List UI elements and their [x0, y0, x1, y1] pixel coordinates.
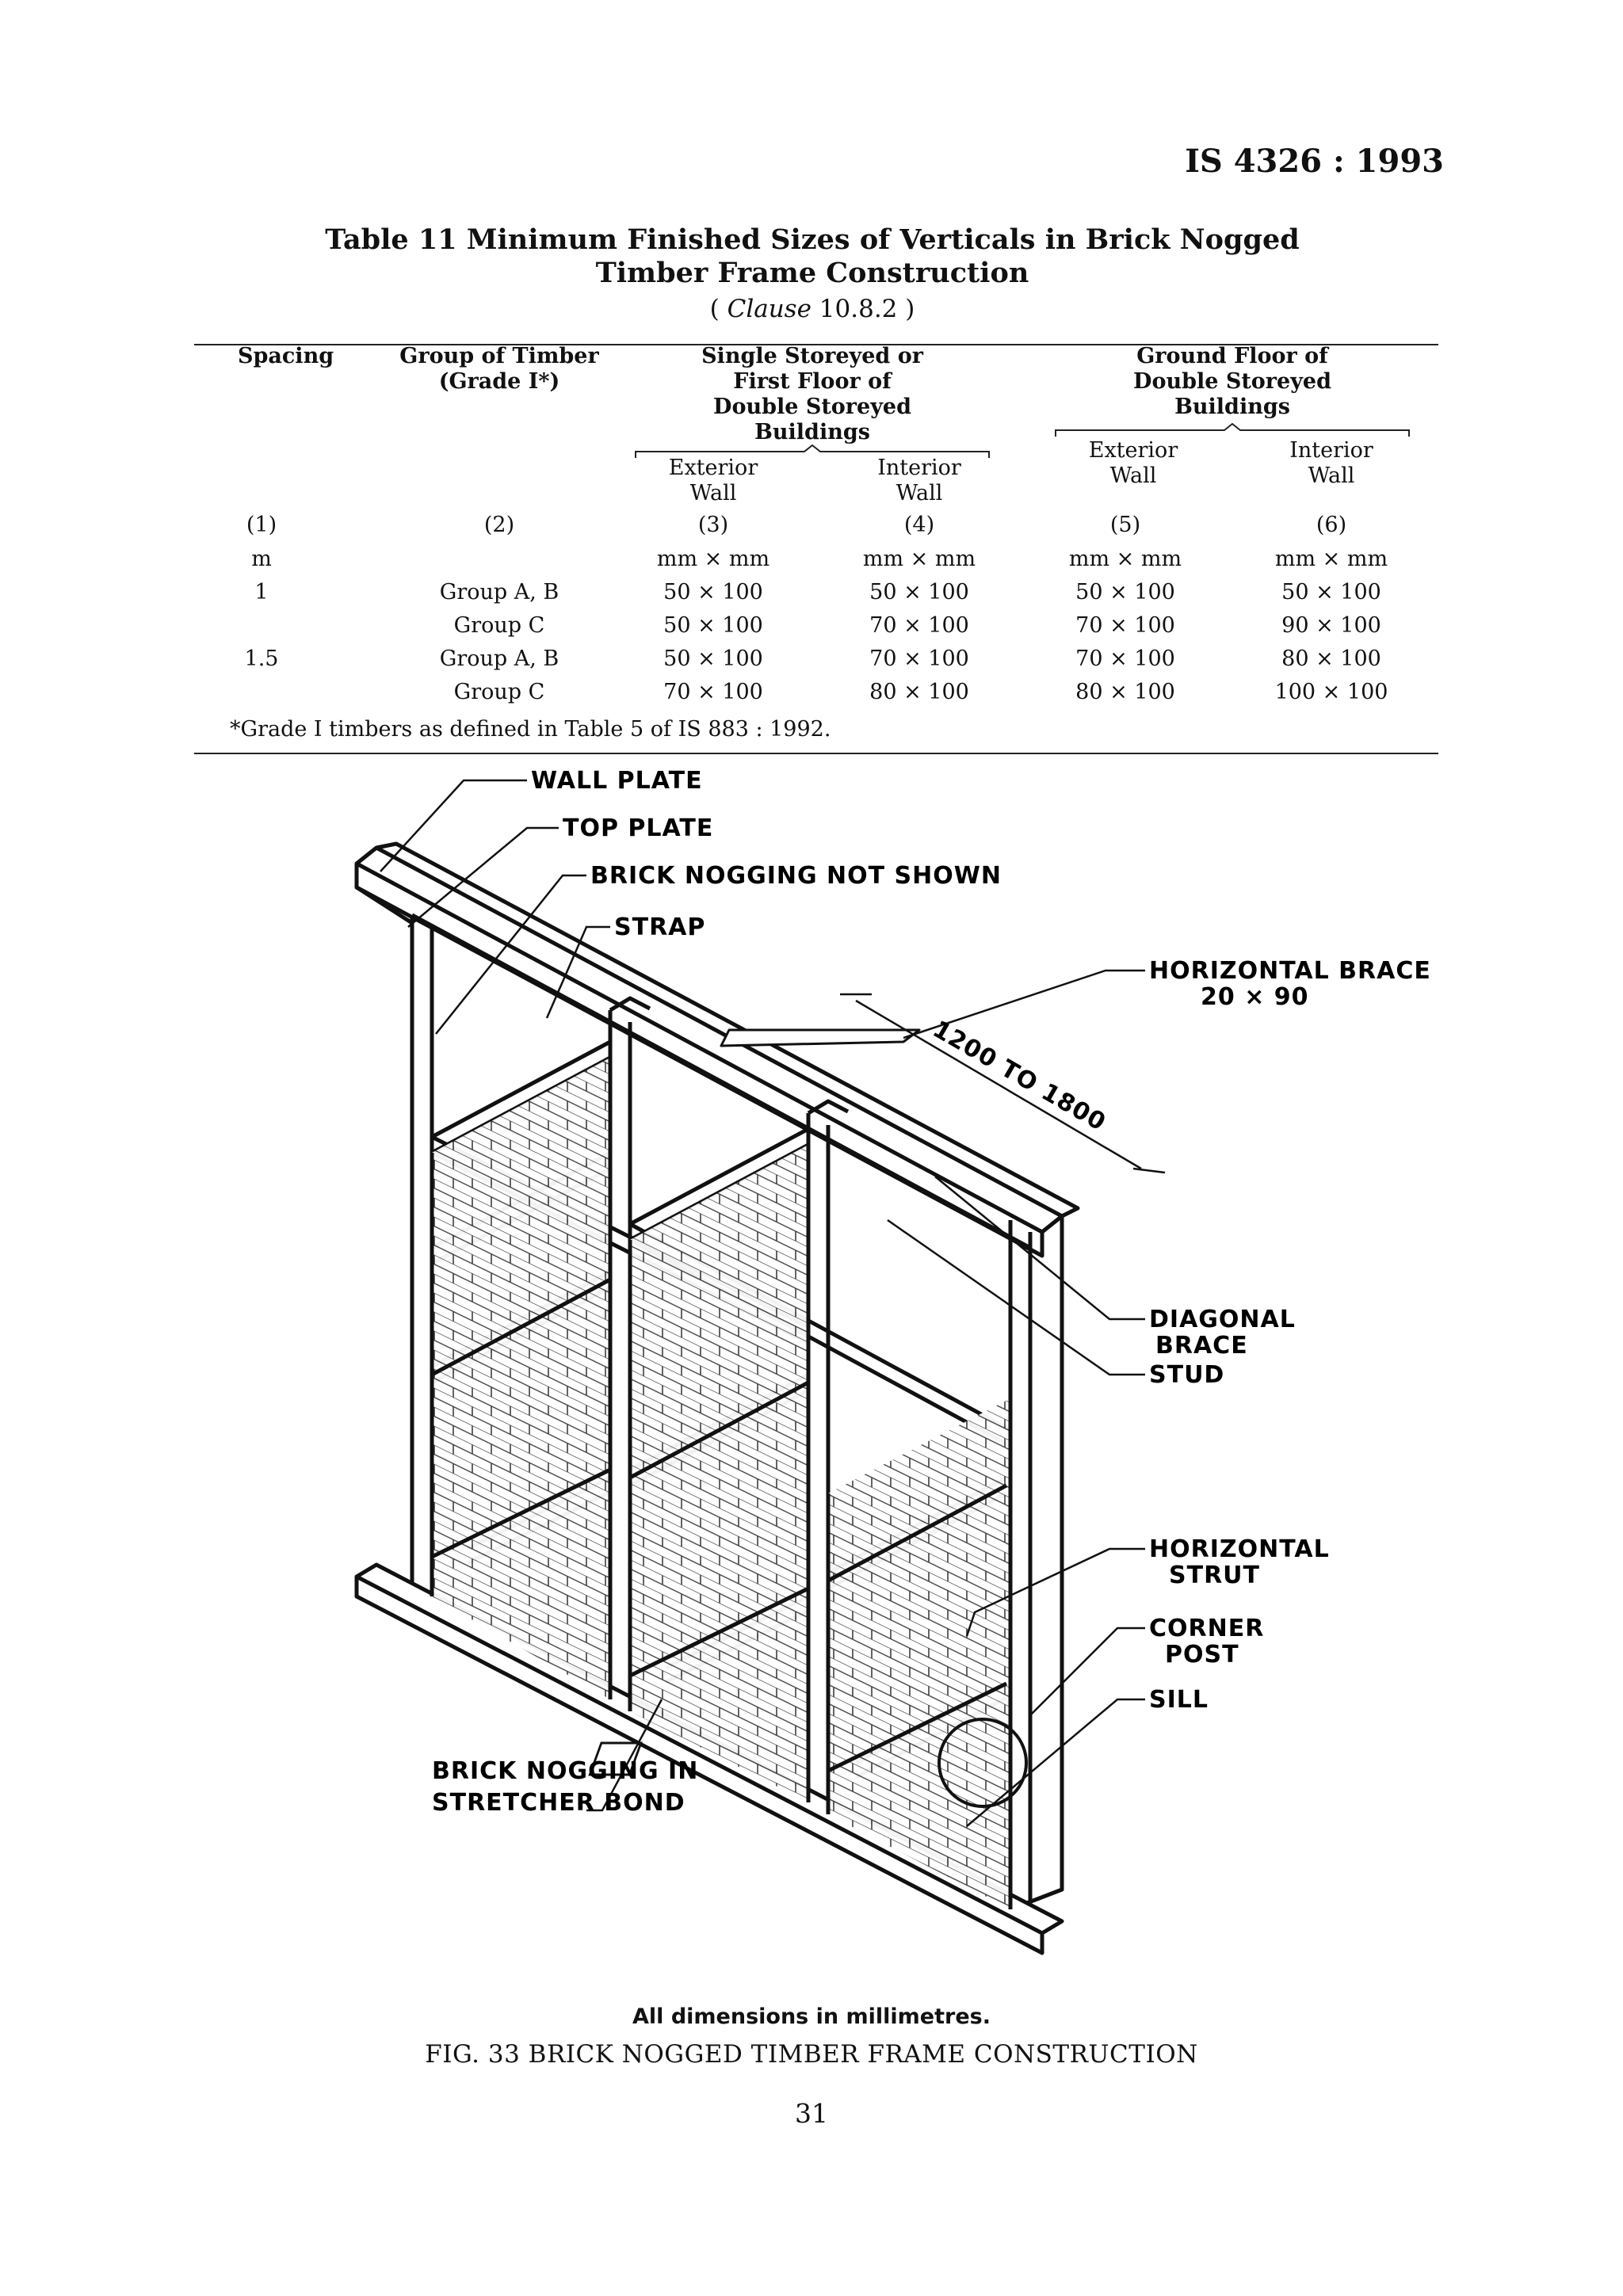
label-horizontal-brace-size: 20 × 90 — [1201, 983, 1309, 1011]
col-num-6: (6) — [1316, 513, 1347, 537]
wall-label: Wall — [1308, 463, 1355, 488]
header-group — [380, 344, 618, 395]
header-interior-wall-4 — [832, 456, 1006, 506]
header-ground-line1: Ground Floor of — [1136, 344, 1328, 368]
header-ground-line2: Double Storeyed — [1133, 369, 1331, 394]
header-single-line2: First Floor of — [733, 369, 892, 394]
label-horizontal-brace: HORIZONTAL BRACE — [1149, 957, 1431, 985]
cell-group: Group A, B — [439, 646, 559, 671]
label-diagonal-brace-2: BRACE — [1155, 1332, 1248, 1360]
cell-spacing: 1.5 — [244, 646, 279, 671]
cell-value: 70 × 100 — [869, 613, 969, 638]
label-diagonal-brace: DIAGONAL — [1149, 1306, 1296, 1333]
header-single-line1: Single Storeyed or — [701, 344, 923, 368]
unit-1: m — [251, 547, 272, 571]
cell-value: 70 × 100 — [663, 680, 763, 704]
clause-ref: 10.8.2 ) — [811, 295, 915, 323]
label-stud: STUD — [1149, 1361, 1225, 1389]
header-ground-line3: Buildings — [1174, 395, 1290, 419]
label-brick-nogging-bond: BRICK NOGGING IN — [432, 1757, 699, 1785]
header-single-line4: Buildings — [754, 420, 870, 444]
table-title-line2: Timber Frame Construction — [595, 257, 1029, 289]
unit-5: mm × mm — [1068, 547, 1182, 571]
cell-value: 70 × 100 — [1075, 646, 1175, 671]
label-brick-nogging-not-shown: BRICK NOGGING NOT SHOWN — [590, 862, 1002, 890]
label-wall-plate: WALL PLATE — [531, 767, 703, 795]
col-num-5: (5) — [1109, 513, 1141, 537]
header-exterior-wall-3 — [634, 456, 792, 506]
wall-label: Wall — [689, 481, 737, 505]
cell-value: 50 × 100 — [663, 613, 763, 638]
cell-value: 70 × 100 — [1075, 613, 1175, 638]
label-top-plate: TOP PLATE — [563, 814, 714, 842]
exterior-label: Exterior — [668, 456, 758, 480]
clause-open: ( — [709, 295, 727, 323]
cell-value: 100 × 100 — [1274, 680, 1388, 704]
table-clause — [194, 295, 1430, 323]
cell-value: 80 × 100 — [869, 680, 969, 704]
label-horizontal-strut-2: STRUT — [1169, 1562, 1260, 1589]
table-footnote: *Grade I timbers as defined in Table 5 of IS 883 : 1992. — [230, 717, 831, 742]
unit-4: mm × mm — [862, 547, 976, 571]
header-group-line2: (Grade I*) — [438, 369, 560, 394]
header-single-line3: Double Storeyed — [713, 395, 911, 419]
header-interior-wall-6 — [1244, 438, 1419, 489]
cell-value: 50 × 100 — [1075, 580, 1175, 605]
standard-number: IS 4326 : 1993 — [1185, 143, 1444, 180]
brace-ground-floor — [1054, 422, 1411, 438]
cell-value: 50 × 100 — [663, 646, 763, 671]
cell-value: 80 × 100 — [1281, 646, 1381, 671]
exterior-label: Exterior — [1088, 438, 1178, 463]
cell-group: Group C — [453, 680, 545, 704]
cell-value: 50 × 100 — [1281, 580, 1381, 605]
table-bottom-rule — [194, 753, 1438, 754]
unit-6: mm × mm — [1274, 547, 1388, 571]
col-num-3: (3) — [697, 513, 729, 537]
label-sill: SILL — [1149, 1686, 1209, 1714]
label-corner-post-2: POST — [1165, 1641, 1239, 1669]
label-stretcher-bond: STRETCHER BOND — [432, 1789, 685, 1817]
header-spacing: Spacing — [238, 344, 334, 368]
cell-spacing: 1 — [254, 580, 269, 605]
header-group-line1: Group of Timber — [399, 344, 599, 368]
header-exterior-wall-5 — [1046, 438, 1220, 489]
label-spacing-dimension: 1200 TO 1800 — [928, 1015, 1111, 1137]
timber-frame-figure — [349, 757, 1431, 1945]
wall-label: Wall — [1109, 463, 1157, 488]
header-single-storey — [634, 344, 991, 445]
col-num-4: (4) — [903, 513, 935, 537]
cell-value: 90 × 100 — [1281, 613, 1381, 638]
cell-group: Group A, B — [439, 580, 559, 605]
cell-value: 80 × 100 — [1075, 680, 1175, 704]
label-corner-post: CORNER — [1149, 1615, 1265, 1642]
cell-value: 50 × 100 — [663, 580, 763, 605]
page-number: 31 — [795, 2098, 828, 2129]
col-num-2: (2) — [483, 513, 515, 537]
cell-group: Group C — [453, 613, 545, 638]
table-title-line1: Table 11 Minimum Finished Sizes of Verticals in Brick Nogged — [325, 223, 1300, 256]
col-num-1: (1) — [246, 513, 277, 537]
interior-label: Interior — [877, 456, 961, 480]
unit-3: mm × mm — [656, 547, 770, 571]
cell-value: 70 × 100 — [869, 646, 969, 671]
table-title — [194, 223, 1430, 290]
wall-label: Wall — [896, 481, 943, 505]
clause-word: Clause — [727, 295, 812, 323]
header-ground-floor — [1054, 344, 1411, 420]
cell-value: 50 × 100 — [869, 580, 969, 605]
dimension-note: All dimensions in millimetres. — [632, 2004, 991, 2029]
figure-caption: FIG. 33 BRICK NOGGED TIMBER FRAME CONSTRUCTION — [425, 2040, 1198, 2069]
interior-label: Interior — [1289, 438, 1373, 463]
label-horizontal-strut: HORIZONTAL — [1149, 1535, 1330, 1563]
label-strap: STRAP — [614, 913, 706, 941]
